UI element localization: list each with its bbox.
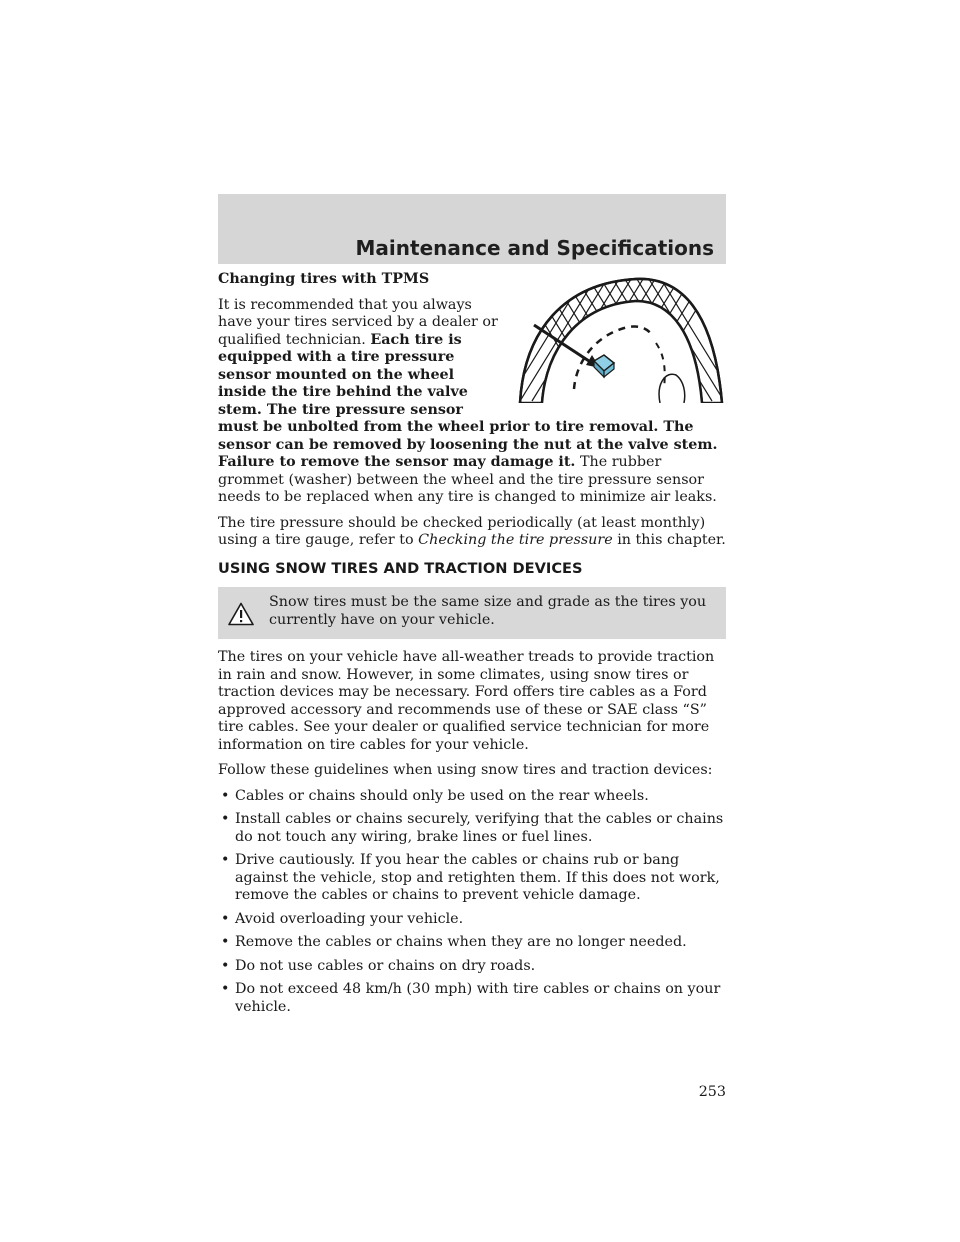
snow-paragraph: The tires on your vehicle have all-weather treads to provide traction in rain and snow. However, in some climates, using snow tires or traction devices may be necessary. Ford offers tire cables as a Ford approved accessory and recommends use of these or SAE class “S” tire cables. See your dealer or qualified service technician for more information on tire cables for your vehicle. [218,649,715,753]
bullet-icon: • [221,957,230,974]
tpms-check-paragraph: The tire pressure should be checked periodically (at least monthly) using a tire gauge, refer to Checking the tire pressure in this chapter. [218,514,726,548]
tpms-paragraph: It is recommended that you always have your tires serviced by a dealer or qualified technician. Each tire is equipped with a tire pressure sensor mounted on the wheel inside the tire behind the valve stem. The tire pressure sensor must be unbolted from the wheel prior to tire removal. The sensor can be removed by loosening the nut at the valve stem. Failure to remove the sensor may damage it. The rubber grommet (washer) between the wheel and the tire pressure sensor needs to be replaced when any tire is changed to minimize air leaks. [218,296,718,505]
section-header-band [218,194,726,264]
list-item: • Drive cautiously. If you hear the cables or chains rub or bang against the vehicle, stop and retighten them. If this does not work, remove the cables or chains to prevent vehicle damage. [221,852,720,903]
page-number: 253 [698,1084,726,1100]
page-content [218,271,726,1022]
guidelines-list [218,788,726,1017]
list-item: • Remove the cables or chains when they are no longer needed. [221,934,687,950]
list-item: • Cables or chains should only be used on the rear wheels. [221,787,649,804]
bullet-icon: • [221,981,230,997]
list-item: • Do not exceed 48 km/h (30 mph) with tire cables or chains on your vehicle. [221,981,721,1015]
snow-tires-heading: USING SNOW TIRES AND TRACTION DEVICES [218,559,583,577]
bullet-icon: • [221,910,230,927]
list-item: • Install cables or chains securely, verifying that the cables or chains do not touch any wiring, brake lines or fuel lines. [221,811,724,845]
list-item: • Do not use cables or chains on dry roads. [221,957,536,974]
tpms-heading: Changing tires with TPMS [218,271,430,287]
bullet-icon: • [221,852,230,868]
tire-sensor-illustration [516,271,726,403]
list-item: • Avoid overloading your vehicle. [221,910,464,927]
section-title: Maintenance and Specifications [355,236,714,260]
warning-text: Snow tires must be the same size and grade as the tires you currently have on your vehicle. [269,594,707,628]
bullet-icon: • [221,934,230,950]
warning-triangle-icon [228,602,254,626]
guidelines-intro: Follow these guidelines when using snow tires and traction devices: [218,762,713,778]
cross-reference: Checking the tire pressure [418,532,613,548]
warning-box [218,587,726,639]
bullet-icon: • [221,787,230,804]
bullet-icon: • [221,811,230,827]
